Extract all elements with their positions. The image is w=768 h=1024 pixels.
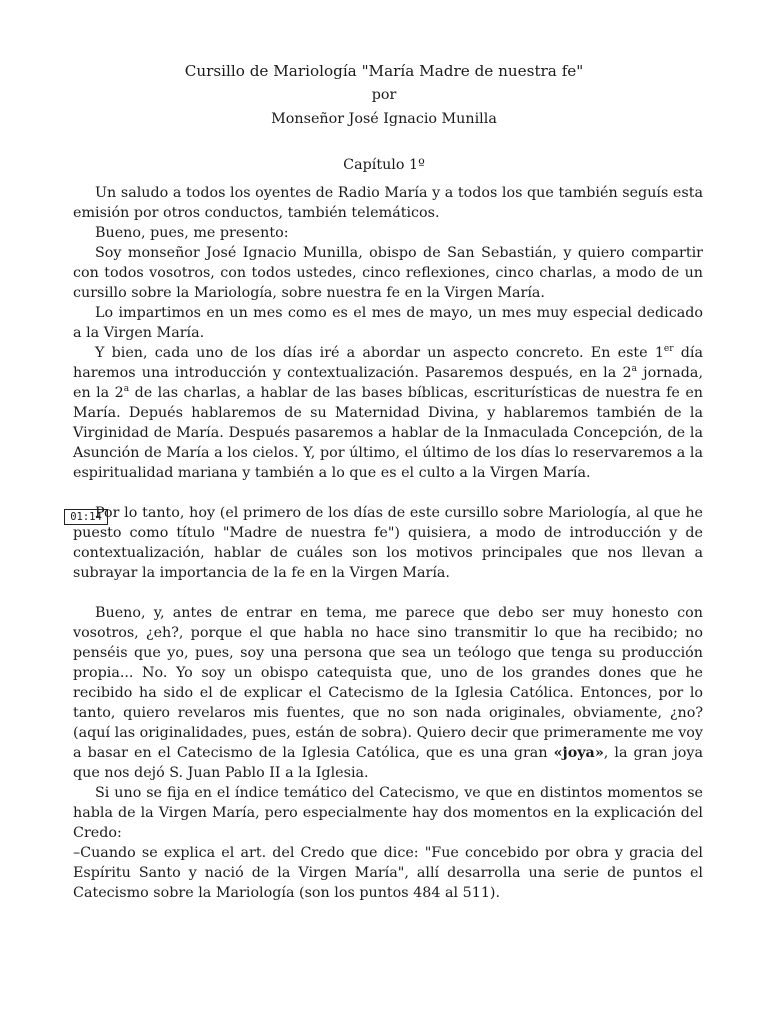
bold-text: «joya» xyxy=(553,745,604,761)
paragraph: Por lo tanto, hoy (el primero de los días de este cursillo sobre Mariología, al que he puesto como título "Madre de nuestra fe") quisiera, a modo de introducción y de contextualización, hablar de cuáles son los motivos principales que nos llevan a subrayar la importancia de la fe en la Virgen María. xyxy=(73,505,703,581)
author-name: Monseñor José Ignacio Munilla xyxy=(271,111,497,127)
paragraph: –Cuando se explica el art. del Credo que dice: "Fue concebido por obra y gracia del Espíritu Santo y nació de la Virgen María", allí desarrolla una serie de puntos el Catecismo sobre la Mariología (son los puntos 484 al 511). xyxy=(73,845,703,901)
ordinal-suffix: er xyxy=(663,344,674,354)
chapter-heading: Capítulo 1º xyxy=(343,157,425,173)
document-title: Cursillo de Mariología "María Madre de nuestra fe" xyxy=(184,62,584,80)
ordinal-suffix: a xyxy=(123,384,130,394)
body-text xyxy=(73,183,703,903)
text-span: Y bien, cada uno de los días iré a abordar un aspecto concreto. En este 1 xyxy=(95,345,664,361)
paragraph: Bueno, pues, me presento: xyxy=(95,225,289,241)
by-line: por xyxy=(371,87,397,103)
paragraph xyxy=(73,343,703,483)
text-span: de las charlas, a hablar de las bases bíblicas, escriturísticas de nuestra fe en María. Depués hablaremos de su Maternidad Divina, y hablaremos también de la Virginidad de María. Después pasaremos a hablar de la Inmaculada Concepción, de la Asunción de María a los cielos. Y, por último, el último de los días lo reservaremos a la espiritualidad mariana y también a lo que es el culto a la Virgen María. xyxy=(73,385,703,481)
paragraph xyxy=(73,603,703,783)
ordinal-suffix: a xyxy=(631,364,637,374)
paragraph: Un saludo a todos los oyentes de Radio María y a todos los que también seguís esta emisión por otros conductos, también telemáticos. xyxy=(73,185,703,221)
text-span: Bueno, y, antes de entrar en tema, me parece que debo ser muy honesto con vosotros, ¿eh?, porque el que habla no hace sino transmitir lo que ha recibido; no penséis que yo, pues, soy una persona que sea un teólogo que tenga su producción propia... No. Yo soy un obispo catequista que, uno de los grandes dones que he recibido ha sido el de explicar el Catecismo de la Iglesia Católica. Entonces, por lo tanto, quiero revelaros mis fuentes, que no son nada originales, obviamente, ¿no? (aquí las originalidades, pues, están de sobra). Quiero decir que primeramente me voy a basar en el Catecismo de la Iglesia Católica, que es una gran xyxy=(73,605,703,761)
text-span: día haremos una introducción y contextualización. Pasaremos después, en la 2 xyxy=(73,345,703,381)
text-span: jornada, en la 2 xyxy=(73,365,703,401)
title-block xyxy=(0,59,768,177)
timestamp-marker: 01:14 xyxy=(64,509,108,525)
paragraph: Lo impartimos en un mes como es el mes de mayo, un mes muy especial dedicado a la Virgen María. xyxy=(73,305,703,341)
text-span: , la gran joya que nos dejó S. Juan Pablo II a la Iglesia. xyxy=(73,745,703,781)
paragraph: Soy monseñor José Ignacio Munilla, obispo de San Sebastián, y quiero compartir con todos vosotros, con todos ustedes, cinco reflexiones, cinco charlas, a modo de un cursillo sobre la Mariología, sobre nuestra fe en la Virgen María. xyxy=(73,245,703,301)
paragraph: Si uno se fija en el índice temático del Catecismo, ve que en distintos momentos se habla de la Virgen María, pero especialmente hay dos momentos en la explicación del Credo: xyxy=(73,785,703,841)
